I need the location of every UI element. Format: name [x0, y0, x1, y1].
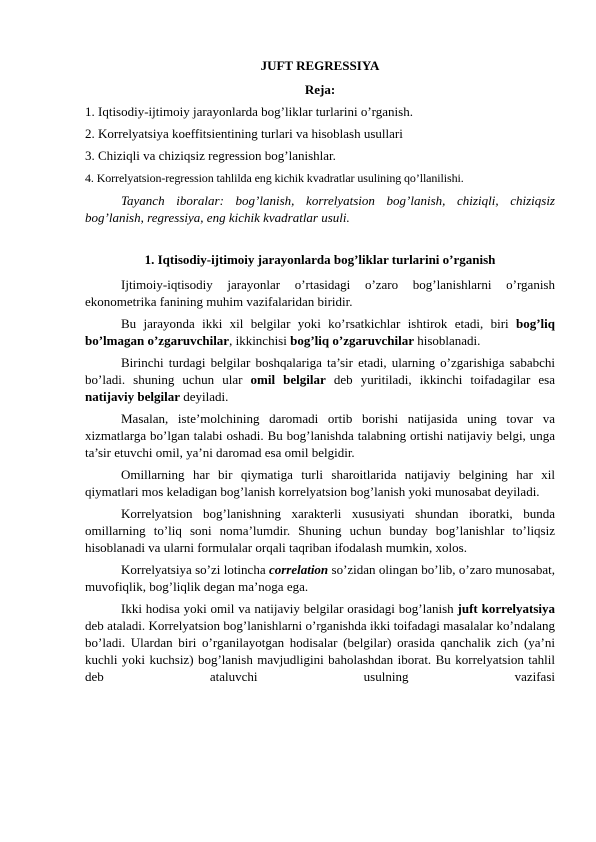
- text-run: Bu jarayonda ikki xil belgilar yoki ko’rsatkichlar ishtirok etadi, biri: [121, 316, 516, 331]
- text-run: deyiladi.: [179, 389, 229, 404]
- term-bold: omil belgilar: [250, 372, 326, 387]
- plan-item: 4. Korrelyatsion-regression tahlilda eng kichik kvadratlar usulining qo’llanilishi.: [85, 171, 464, 185]
- paragraph-7: [85, 561, 555, 595]
- text-run: deb yuritiladi, ikkinchi toifadagilar esa: [325, 372, 555, 387]
- paragraph-8: [85, 600, 555, 685]
- term-bold-italic: correlation: [268, 562, 329, 577]
- plan-item: 1. Iqtisodiy-ijtimoiy jarayonlarda bog’liklar turlarini o’rganish.: [85, 104, 413, 119]
- keywords-paragraph: Tayanch iboralar: bog’lanish, korrelyatsion bog’lanish, chiziqli, chiziqsiz bog’lanish, regressiya, eng kichik kvadratlar usuli.: [85, 193, 555, 225]
- document-body: [85, 58, 555, 690]
- paragraph-1: Ijtimoiy-iqtisodiy jarayonlar o’rtasidagi o’zaro bog’lanishlarni o’rganish ekonometrika fanining muhim vazifalaridan biridir.: [85, 277, 555, 309]
- text-run: Birinchi turdagi belgilar boshqalariga ta’sir etadi, ularning o’zgarishiga sababchi bo’ladi. shuning uchun ular: [85, 355, 555, 387]
- section-heading: 1. Iqtisodiy-ijtimoiy jarayonlarda bog’liklar turlarini o’rganish: [144, 252, 496, 267]
- text-run: hisoblanadi.: [413, 333, 481, 348]
- term-bold: bog’liq o’zgaruvchilar: [290, 333, 414, 348]
- paragraph-3: [85, 354, 555, 405]
- plan-heading: Reja:: [304, 82, 336, 97]
- paragraph-5: Omillarning har bir qiymatiga turli sharoitlarida natijaviy belgining har xil qiymatlari mos keladigan bog’lanish korrelyatsion bog’lanish yoki munosabat deyiladi.: [85, 467, 555, 499]
- plan-list: [85, 104, 555, 186]
- plan-item: 3. Chiziqli va chiziqsiz regression bog’lanishlar.: [85, 148, 336, 163]
- paragraph-6: Korrelyatsion bog’lanishning xarakterli xususiyati shundan iboratki, bunda omillarning to’liq soni noma’lumdir. Shuning uchun bunday bog’lanishlar to’liqsiz hisoblanadi va ularni formulalar orqali taqriban ifodalash mumkin, xolos.: [85, 506, 555, 555]
- text-run: so’zidan olingan bo’lib, o’zaro munosabat, muvofiqlik, bog’liqlik degan ma’noga ega.: [85, 562, 555, 594]
- term-bold: natijaviy belgilar: [85, 389, 180, 404]
- text-run: Korrelyatsiya so’zi lotincha: [121, 562, 269, 577]
- document-title: JUFT REGRESSIYA: [260, 58, 380, 73]
- term-bold: juft korrelyatsiya: [457, 601, 556, 616]
- plan-item: 2. Korrelyatsiya koeffitsientining turlari va hisoblash usullari: [85, 126, 403, 141]
- text-run: deb ataladi. Korrelyatsion bog’lanishlarni o’rganishda ikki toifadagi masalalar ko’ndalang bo’ladi. Ulardan biri o’rganilayotgan hodisalar (belgilar) orasida qanchalik zich (ya’ni kuchli yoki kuchsiz) bog’lanish mavjudligini baholashdan iborat. Bu korrelyatsion tahlil deb ataluvchi usulning vazifasi: [85, 618, 555, 684]
- paragraph-2: [85, 315, 555, 349]
- text-run: , ikkinchisi: [229, 333, 291, 348]
- term-bold: bog’liq bo’lmagan o’zgaruvchilar: [85, 316, 555, 348]
- paragraph-4: Masalan, iste’molchining daromadi ortib borishi natijasida uning tovar va xizmatlarga bo’lgan talabi oshadi. Bu bog’lanishda talabning ortishi natijaviy belgi, unga ta’sir etuvchi omil, ya’ni daromad esa omil belgidir.: [85, 411, 555, 460]
- text-run: Ikki hodisa yoki omil va natijaviy belgilar orasidagi bog’lanish: [121, 601, 458, 616]
